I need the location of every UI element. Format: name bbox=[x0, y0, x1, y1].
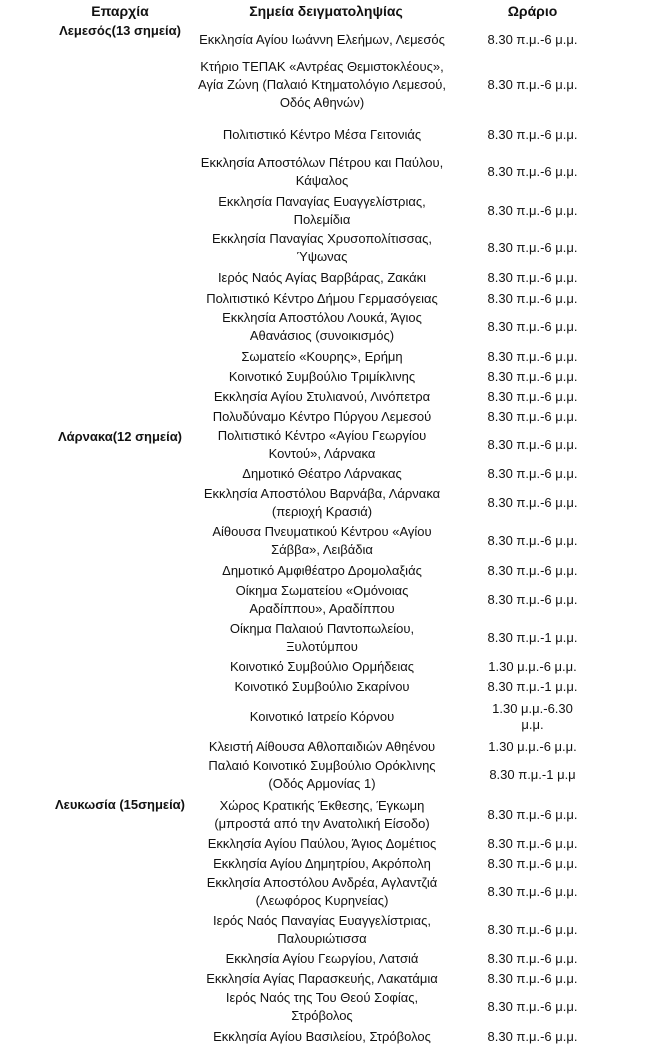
opening-hours: 8.30 π.μ.-6 μ.μ. bbox=[487, 290, 578, 306]
opening-hours: 8.30 π.μ.-6 μ.μ. bbox=[487, 563, 578, 578]
district-limassol: Λεμεσός(13 σημεία) bbox=[59, 23, 181, 38]
opening-hours: 8.30 π.μ.-6 μ.μ. bbox=[487, 855, 578, 871]
opening-hours: 8.30 π.μ.-6 μ.μ. bbox=[487, 368, 578, 384]
sampling-site: Εκκλησία Αποστόλου Λουκά, Άγιος Αθανάσιος (συνοικισμός) bbox=[222, 310, 422, 343]
table-row bbox=[0, 989, 657, 1025]
opening-hours: 8.30 π.μ.-6 μ.μ. bbox=[487, 202, 578, 218]
sampling-site: Εκκλησία Παναγίας Ευαγγελίστριας, Πολεμίδια bbox=[218, 193, 426, 227]
opening-hours: 8.30 π.μ.-6 μ.μ. bbox=[487, 437, 578, 452]
opening-hours: 8.30 π.μ.-6 μ.μ. bbox=[487, 950, 578, 966]
sampling-site: Κλειστή Αίθουσα Αθλοπαιδιών Αθηένου bbox=[208, 738, 436, 754]
opening-hours: 1.30 μ.μ.-6 μ.μ. bbox=[488, 738, 577, 754]
table-row bbox=[0, 485, 657, 521]
table-row bbox=[0, 834, 657, 853]
table-row bbox=[0, 874, 657, 910]
sampling-site: Δημοτικό Αμφιθέατρο Δρομολαξιάς bbox=[222, 563, 422, 578]
table-row bbox=[0, 120, 657, 150]
opening-hours: 8.30 π.μ.-6 μ.μ. bbox=[487, 592, 578, 607]
sampling-site: Παλαιό Κοινοτικό Συμβούλιο Ορόκλινης (Οδός Αρμονίας 1) bbox=[208, 758, 436, 791]
sampling-site: Οίκημα Σωματείου «Ομόνοιας Αραδίππου», Αραδίππου bbox=[235, 583, 409, 616]
opening-hours: 8.30 π.μ.-6 μ.μ. bbox=[487, 533, 578, 548]
opening-hours: 8.30 π.μ.-6 μ.μ. bbox=[487, 319, 578, 334]
table-row bbox=[0, 561, 657, 581]
district-nicosia: Λευκωσία (15σημεία) bbox=[55, 797, 185, 812]
table-row bbox=[0, 367, 657, 386]
opening-hours: 1.30 μ.μ.-6 μ.μ. bbox=[488, 658, 577, 674]
sampling-site: Εκκλησία Αγίας Παρασκευής, Λακατάμια bbox=[206, 970, 438, 986]
sampling-site: Εκκλησία Αγίου Γεωργίου, Λατσιά bbox=[225, 950, 419, 966]
table-row bbox=[0, 796, 657, 833]
table-row bbox=[0, 427, 657, 463]
opening-hours: 8.30 π.μ.-6 μ.μ. bbox=[487, 806, 578, 822]
sampling-site: Αίθουσα Πνευματικού Κέντρου «Αγίου Σάββα», Λειβάδια bbox=[212, 524, 432, 557]
sampling-site: Κοινοτικό Συμβούλιο Τριμίκλινης bbox=[228, 368, 416, 384]
sampling-site: Εκκλησία Αποστόλου Βαρνάβα, Λάρνακα (περιοχή Κρασιά) bbox=[203, 486, 441, 519]
sampling-site: Ιερός Ναός της Του Θεού Σοφίας, Στρόβολος bbox=[225, 990, 419, 1023]
table-row bbox=[0, 911, 657, 948]
table-row bbox=[0, 969, 657, 988]
opening-hours: 8.30 π.μ.-6 μ.μ. bbox=[487, 835, 578, 851]
table-row bbox=[0, 757, 657, 793]
sampling-site: Εκκλησία Αγίου Παύλου, Άγιος Δομέτιος bbox=[207, 835, 437, 851]
opening-hours: 8.30 π.μ.-1 μ.μ bbox=[489, 767, 576, 782]
opening-hours: 8.30 π.μ.-6 μ.μ. bbox=[487, 127, 578, 142]
opening-hours: 8.30 π.μ.-6 μ.μ. bbox=[487, 164, 578, 179]
sampling-site: Οίκημα Παλαιού Παντοπωλείου, Ξυλοτύμπου bbox=[229, 620, 415, 654]
opening-hours: 8.30 π.μ.-6 μ.μ. bbox=[487, 495, 578, 510]
opening-hours: 8.30 π.μ.-6 μ.μ. bbox=[487, 999, 578, 1014]
table-row bbox=[0, 1027, 657, 1047]
sampling-site: Πολυδύναμο Κέντρο Πύργου Λεμεσού bbox=[212, 408, 432, 424]
opening-hours: 8.30 π.μ.-1 μ.μ. bbox=[487, 678, 578, 694]
table-row bbox=[0, 737, 657, 756]
table-row bbox=[0, 619, 657, 656]
sampling-site: Χώρος Κρατικής Έκθεσης, Έγκωμη (μπροστά από την Ανατολική Είσοδο) bbox=[214, 797, 430, 831]
opening-hours: 8.30 π.μ.-6 μ.μ. bbox=[487, 408, 578, 424]
header-region: Επαρχία bbox=[91, 3, 149, 19]
opening-hours: 8.30 π.μ.-6 μ.μ. bbox=[487, 970, 578, 986]
sampling-site: Εκκλησία Αποστόλων Πέτρου και Παύλου, Κάψαλος bbox=[200, 155, 444, 188]
opening-hours: 8.30 π.μ.-6 μ.μ. bbox=[487, 77, 578, 92]
table-row bbox=[0, 347, 657, 366]
opening-hours: 8.30 π.μ.-6 μ.μ. bbox=[487, 921, 578, 937]
opening-hours: 8.30 π.μ.-6 μ.μ. bbox=[487, 270, 578, 285]
sampling-site: Ιερός Ναός Παναγίας Ευαγγελίστριας, Παλουριώτισσα bbox=[213, 912, 431, 946]
opening-hours: 8.30 π.μ.-6 μ.μ. bbox=[487, 239, 578, 255]
table-row bbox=[0, 699, 657, 735]
sampling-site: Πολιτιστικό Κέντρο Μέσα Γειτονιάς bbox=[222, 127, 422, 142]
opening-hours: 8.30 π.μ.-6 μ.μ. bbox=[487, 466, 578, 481]
sampling-site: Εκκλησία Αγίου Δημητρίου, Ακρόπολη bbox=[213, 855, 431, 871]
sampling-site: Κοινοτικό Συμβούλιο Σκαρίνου bbox=[234, 678, 410, 694]
table-row bbox=[0, 387, 657, 406]
table-row bbox=[0, 407, 657, 426]
sampling-site: Κοινοτικό Ιατρείο Κόρνου bbox=[249, 709, 395, 724]
sampling-site: Εκκλησία Παναγίας Χρυσοπολίτισσας, Ύψωνας bbox=[211, 230, 432, 264]
table-row bbox=[0, 309, 657, 345]
table-row bbox=[0, 582, 657, 618]
district-larnaca: Λάρνακα(12 σημεία) bbox=[57, 429, 183, 444]
sampling-site: Πολιτιστικό Κέντρο Δήμου Γερμασόγειας bbox=[206, 290, 438, 306]
table-row bbox=[0, 464, 657, 484]
sampling-site: Πολιτιστικό Κέντρο «Αγίου Γεωργίου Κοντού», Λάρνακα bbox=[217, 428, 427, 461]
header-hours: Ωράριο bbox=[507, 3, 558, 19]
sampling-site: Εκκλησία Αγίου Ιωάννη Ελεήμων, Λεμεσός bbox=[199, 32, 445, 47]
table-row bbox=[0, 193, 657, 228]
table-row bbox=[0, 152, 657, 192]
sampling-site: Εκκλησία Αγίου Στυλιανού, Λινόπετρα bbox=[213, 388, 431, 404]
sampling-site: Ιερός Ναός Αγίας Βαρβάρας, Ζακάκι bbox=[217, 270, 427, 285]
table-row bbox=[0, 56, 657, 114]
table-row bbox=[0, 854, 657, 873]
sampling-site: Κοινοτικό Συμβούλιο Ορμήδειας bbox=[230, 658, 414, 674]
opening-hours: 8.30 π.μ.-6 μ.μ. bbox=[487, 32, 578, 47]
table-row bbox=[0, 289, 657, 308]
opening-hours: 8.30 π.μ.-6 μ.μ. bbox=[487, 348, 578, 364]
table-row bbox=[0, 657, 657, 676]
opening-hours: 8.30 π.μ.-6 μ.μ. bbox=[487, 388, 578, 404]
table-row bbox=[0, 28, 657, 52]
table-row bbox=[0, 229, 657, 266]
opening-hours: 8.30 π.μ.-1 μ.μ. bbox=[487, 629, 578, 645]
sampling-site: Εκκλησία Αγίου Βασιλείου, Στρόβολος bbox=[213, 1029, 431, 1044]
opening-hours: 8.30 π.μ.-6 μ.μ. bbox=[487, 1029, 578, 1044]
table-row bbox=[0, 522, 657, 560]
table-row bbox=[0, 268, 657, 288]
sampling-site: Εκκλησία Αποστόλου Ανδρέα, Αγλαντζιά (Λεωφόρος Κυρηνείας) bbox=[206, 875, 438, 908]
header-site: Σημεία δειγματοληψίας bbox=[249, 3, 403, 19]
sampling-site: Δημοτικό Θέατρο Λάρνακας bbox=[242, 466, 402, 481]
table-row bbox=[0, 677, 657, 696]
sampling-site: Κτήριο ΤΕΠΑΚ «Αντρέας Θεμιστοκλέους», Αγία Ζώνη (Παλαιό Κτηματολόγιο Λεμεσού, Οδός Αθηνών) bbox=[198, 59, 446, 110]
opening-hours: 8.30 π.μ.-6 μ.μ. bbox=[487, 884, 578, 899]
sampling-site: Σωματείο «Κουρης», Ερήμη bbox=[241, 348, 403, 364]
table-row bbox=[0, 949, 657, 968]
opening-hours: 1.30 μ.μ.-6.30 μ.μ. bbox=[492, 701, 573, 732]
